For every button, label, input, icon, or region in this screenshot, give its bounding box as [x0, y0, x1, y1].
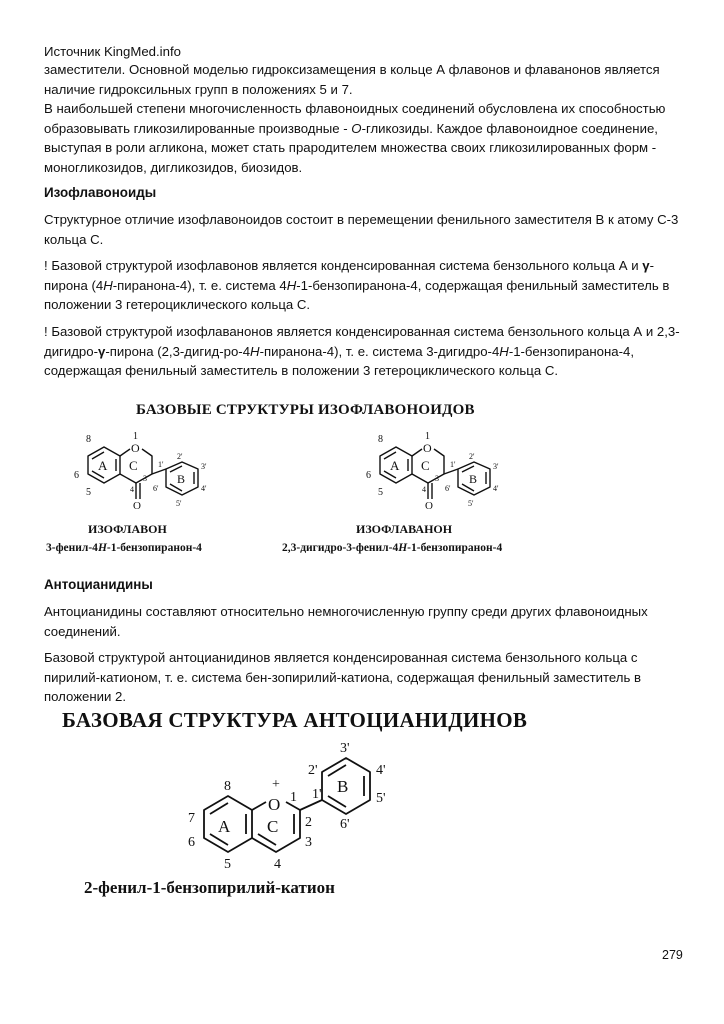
svg-text:5: 5 [378, 487, 383, 498]
isoflavone-name: ИЗОФЛАВОН [88, 522, 167, 536]
svg-text:C: C [129, 458, 138, 473]
isoflavonoids-paragraph-3: ! Базовой структурой изофлаванонов является конденсированная система бензольного кольца А и 2,3-дигидро-γ-пирона (2,3-дигид-ро-4Н-пиранона-4), т. е. система 3-дигидро-4Н-1-бензопиранона-4, содержащая фенильный заместитель в положении 3 гетероциклического кольца С. [44, 324, 680, 378]
svg-text:7: 7 [188, 811, 195, 826]
figure2-title: БАЗОВАЯ СТРУКТУРА АНТОЦИАНИДИНОВ [62, 708, 528, 732]
isoflavanone-formula: 2,3-дигидро-3-фенил-4Н-1-бензопиранон-4 [282, 542, 503, 554]
svg-text:6': 6' [153, 484, 159, 493]
svg-text:5: 5 [224, 857, 231, 872]
svg-text:+: + [272, 777, 280, 792]
svg-text:1': 1' [158, 460, 164, 469]
svg-text:3: 3 [435, 474, 439, 483]
svg-text:6: 6 [366, 470, 371, 481]
isoflavonoids-paragraph-1: Структурное отличие изофлавоноидов состоит в перемещении фенильного заместителя В к атому С-3 кольца С. [44, 212, 679, 247]
svg-text:1: 1 [290, 790, 297, 805]
svg-text:3': 3' [340, 741, 350, 756]
svg-text:4: 4 [422, 485, 426, 494]
anthocyanidins-paragraph-2: Базовой структурой антоцианидинов является конденсированная система бензольного кольца с пирилий-катионом, т. е. система бен-зопирилий-катиона, содержащая фенильный заместитель в положении 2. [44, 650, 642, 704]
isoflavone-structures-diagram [40, 425, 690, 525]
intro-text [44, 60, 684, 177]
svg-text:1': 1' [312, 787, 322, 802]
intro-paragraph-2: В наибольшей степени многочисленность флавоноидных соединений обусловлена их способностью образовывать гликозилированные производные - О-гликозиды. Каждое флавоноидное соединение, выступая в роли агликона, может стать прародителем множества своих гликозилированных форм - моногликозидов, дигликозидов, биозидов. [44, 101, 666, 175]
svg-text:1': 1' [450, 460, 456, 469]
svg-text:8: 8 [224, 779, 231, 794]
svg-text:O: O [425, 500, 433, 512]
svg-text:4: 4 [130, 485, 134, 494]
heading-anthocyanidins: Антоцианидины [44, 577, 153, 592]
svg-text:4: 4 [274, 857, 281, 872]
isoflavonoids-paragraph-2: ! Базовой структурой изофлавонов является конденсированная система бензольного кольца А и γ-пирона (4Н-пиранона-4), т. е. система 4Н-1-бензопиранона-4, содержащая фенильный заместитель в положении 3 гетероциклического кольца С. [44, 258, 670, 312]
page-number: 279 [662, 948, 683, 962]
svg-text:3': 3' [493, 462, 499, 471]
svg-text:2': 2' [308, 763, 318, 778]
svg-text:8: 8 [378, 434, 383, 445]
svg-text:5: 5 [86, 487, 91, 498]
svg-text:6': 6' [445, 484, 451, 493]
svg-text:1: 1 [133, 431, 138, 442]
intro-paragraph-1: заместители. Основной моделью гидроксизамещения в кольце А флавонов и флаванонов является наличие гидроксильных групп в положениях 5 и 7. [44, 62, 660, 97]
svg-text:O: O [268, 795, 281, 814]
svg-text:O: O [133, 500, 141, 512]
svg-text:B: B [177, 472, 186, 486]
svg-text:B: B [469, 472, 478, 486]
svg-text:4': 4' [376, 763, 386, 778]
figure1-title: БАЗОВЫЕ СТРУКТУРЫ ИЗОФЛАВОНОИДОВ [136, 402, 475, 418]
svg-text:O: O [423, 441, 432, 455]
svg-text:2: 2 [305, 815, 312, 830]
anthocyanidins-paragraph-1: Антоцианидины составляют относительно немногочисленную группу среди других флавоноидных соединений. [44, 604, 648, 639]
svg-text:1: 1 [425, 431, 430, 442]
svg-text:B: B [337, 777, 349, 796]
svg-text:5': 5' [468, 499, 474, 508]
svg-text:6: 6 [188, 835, 195, 850]
svg-text:3': 3' [201, 462, 207, 471]
svg-text:6': 6' [340, 817, 350, 832]
svg-text:2': 2' [177, 452, 183, 461]
svg-text:3: 3 [143, 474, 147, 483]
svg-text:5': 5' [176, 499, 182, 508]
svg-text:C: C [421, 458, 430, 473]
svg-text:A: A [98, 458, 108, 473]
source-header: Источник KingMed.info [44, 44, 181, 59]
svg-text:8: 8 [86, 434, 91, 445]
svg-text:C: C [267, 817, 279, 836]
isoflavanone-name: ИЗОФЛАВАНОН [356, 522, 453, 536]
svg-text:2': 2' [469, 452, 475, 461]
svg-text:6: 6 [74, 470, 79, 481]
figure2-caption: 2-фенил-1-бензопирилий-катион [84, 878, 335, 897]
svg-text:3: 3 [305, 835, 312, 850]
anthocyanidin-structure-diagram [180, 738, 420, 878]
svg-text:4': 4' [493, 484, 499, 493]
svg-text:O: O [131, 441, 140, 455]
svg-text:A: A [218, 817, 231, 836]
heading-isoflavonoids: Изофлавоноиды [44, 185, 157, 200]
isoflavone-formula: 3-фенил-4Н-1-бензопиранон-4 [46, 542, 202, 554]
svg-text:5': 5' [376, 791, 386, 806]
svg-text:4': 4' [201, 484, 207, 493]
svg-text:A: A [390, 458, 400, 473]
